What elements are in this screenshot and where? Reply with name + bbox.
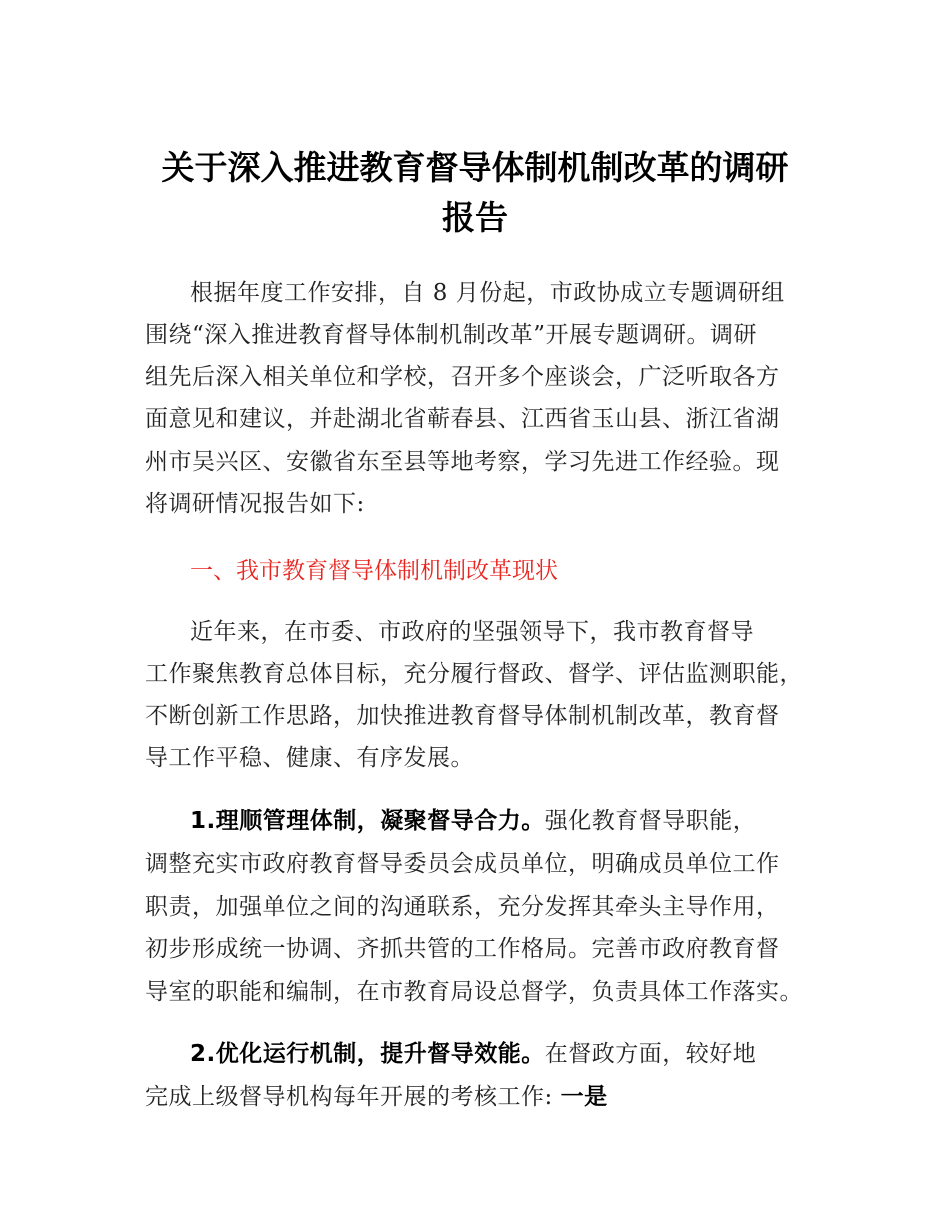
section1-line-2: 工作聚焦教育总体目标，充分履行督政、督学、评估监测职能， — [145, 661, 803, 687]
document-title-line-2: 报告 — [442, 198, 508, 237]
section1-line-3: 不断创新工作思路，加快推进教育督导体制机制改革，教育督 — [145, 703, 780, 729]
section1-line-1: 近年来，在市委、市政府的坚强领导下，我市教育督导 — [190, 619, 754, 645]
document-title-line-1: 关于深入推进教育督导体制机制改革的调研 — [161, 148, 789, 187]
item1-rest: 强化教育督导职能， — [544, 808, 757, 834]
intro-line-6: 将调研情况报告如下: — [145, 491, 365, 517]
item2-line2-text: 完成上级督导机构每年开展的考核工作: — [145, 1084, 553, 1110]
item1-line-5: 导室的职能和编制，在市教育局设总督学，负责具体工作落实。 — [145, 979, 803, 1005]
item1-line-1 — [190, 806, 756, 836]
intro-line-4: 面意见和建议，并赴湖北省蕲春县、江西省玉山县、浙江省湖 — [145, 406, 780, 432]
intro-line-3: 组先后深入相关单位和学校，召开多个座谈会，广泛听取各方 — [145, 364, 780, 390]
item2-line-1 — [190, 1039, 756, 1069]
item1-line-3: 职责，加强单位之间的沟通联系，充分发挥其牵头主导作用， — [145, 894, 780, 920]
section1-line-4: 导工作平稳、健康、有序发展。 — [145, 745, 474, 771]
item2-line-2 — [145, 1082, 608, 1112]
item1-line-2: 调整充实市政府教育督导委员会成员单位，明确成员单位工作 — [145, 851, 780, 877]
item2-rest: 在督政方面，较好地 — [544, 1041, 757, 1067]
intro-line-2: 围绕“深入推进教育督导体制机制改革”开展专题调研。调研 — [145, 322, 758, 348]
item2-line2-bold: 一是 — [560, 1084, 608, 1110]
item2-lead: 2.优化运行机制，提升督导效能。 — [190, 1041, 545, 1067]
item1-line-4: 初步形成统一协调、齐抓共管的工作格局。完善市政府教育督 — [145, 936, 780, 962]
item1-lead: 1.理顺管理体制，凝聚督导合力。 — [190, 808, 545, 834]
section-heading-1: 一、我市教育督导体制机制改革现状 — [190, 558, 558, 584]
intro-line-1: 根据年度工作安排，自 8 月份起，市政协成立专题调研组 — [190, 280, 785, 306]
intro-line-5: 州市吴兴区、安徽省东至县等地考察，学习先进工作经验。现 — [145, 449, 780, 475]
